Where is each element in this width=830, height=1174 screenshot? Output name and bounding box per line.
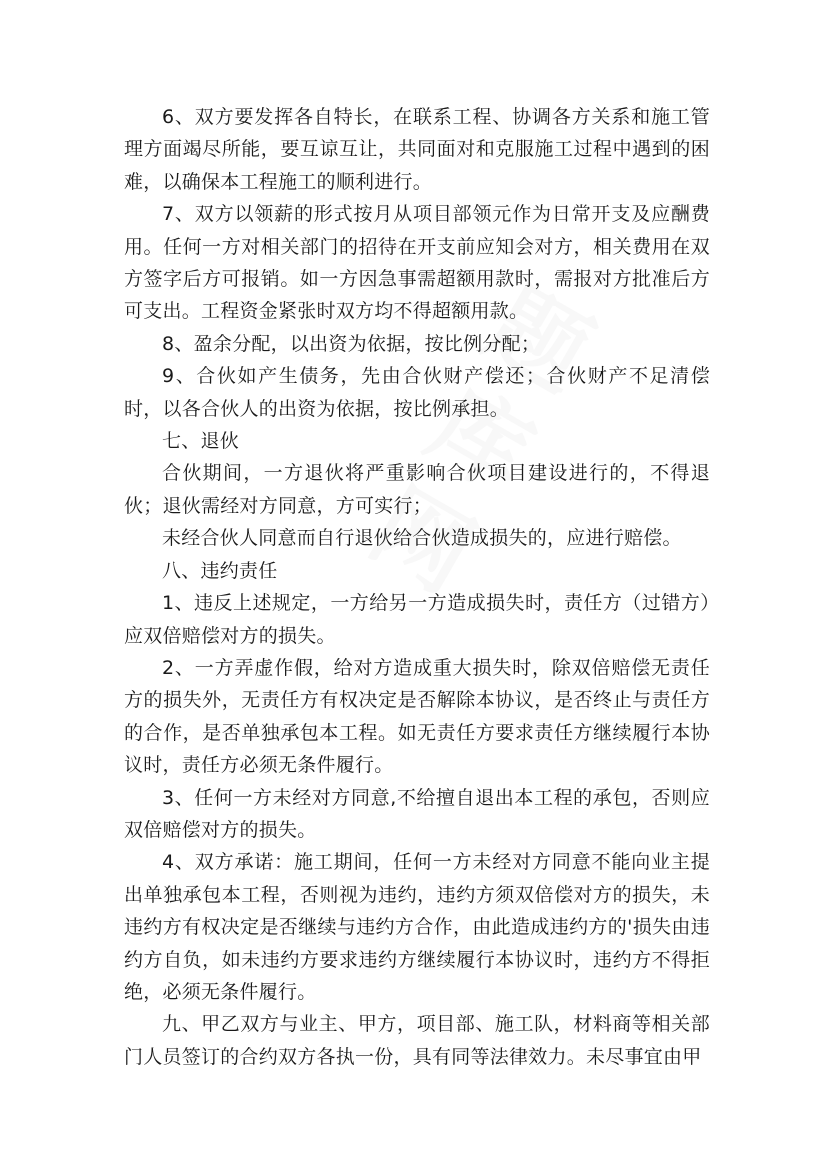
withdrawal-paragraph-1: 合伙期间，一方退伙将严重影响合伙项目建设进行的，不得退伙；退伙需经对方同意，方可实行；	[124, 462, 710, 517]
clause-8: 8、盈余分配，以出资为依据，按比例分配；	[162, 332, 541, 355]
clause-6: 6、双方要发挥各自特长，在联系工程、协调各方关系和施工管理方面竭尽所能，要互谅互让，共同面对和克服施工过程中遇到的困难，以确保本工程施工的顺利进行。	[124, 106, 710, 193]
liability-clause-2: 2、一方弄虚作假，给对方造成重大损失时，除双倍赔偿无责任方的损失外，无责任方有权决定是否解除本协议，是否终止与责任方的合作，是否单独承包本工程。如无责任方要求责任方继续履行本协议时，责任方必须无条件履行。	[124, 656, 710, 777]
liability-clause-1: 1、违反上述规定，一方给另一方造成损失时，责任方（过错方）应双倍赔偿对方的损失。	[124, 592, 710, 647]
section-heading-withdrawal: 七、退伙	[162, 430, 240, 453]
liability-clause-3: 3、任何一方未经对方同意,不给擅自退出本工程的承包，否则应双倍赔偿对方的损失。	[124, 786, 710, 841]
clause-7: 7、双方以领薪的形式按月从项目部领元作为日常开支及应酬费用。任何一方对相关部门的招待在开支前应知会对方，相关费用在双方签字后方可报销。如一方因急事需超额用款时，需报对方批准后方可支出。工程资金紧张时双方均不得超额用款。	[124, 203, 710, 323]
document-body	[124, 101, 710, 1073]
section-nine: 九、甲乙双方与业主、甲方，项目部、施工队，材料商等相关部门人员签订的合约双方各执一份，具有同等法律效力。未尽事宜由甲	[124, 1013, 710, 1068]
liability-clause-4: 4、双方承诺：施工期间，任何一方未经对方同意不能向业主提出单独承包本工程，否则视为违约，违约方须双倍偿对方的损失，未违约方有权决定是否继续与违约方合作，由此造成违约方的'损失由违约方自负，如未违约方要求违约方继续履行本协议时，违约方不得拒绝，必须无条件履行。	[124, 851, 710, 1003]
section-heading-liability: 八、违约责任	[162, 559, 278, 582]
clause-9: 9、合伙如产生债务，先由合伙财产偿还；合伙财产不足清偿时，以各合伙人的出资为依据，按比例承担。	[124, 365, 710, 420]
withdrawal-paragraph-2: 未经合伙人同意而自行退伙给合伙造成损失的，应进行赔偿。	[162, 527, 682, 550]
